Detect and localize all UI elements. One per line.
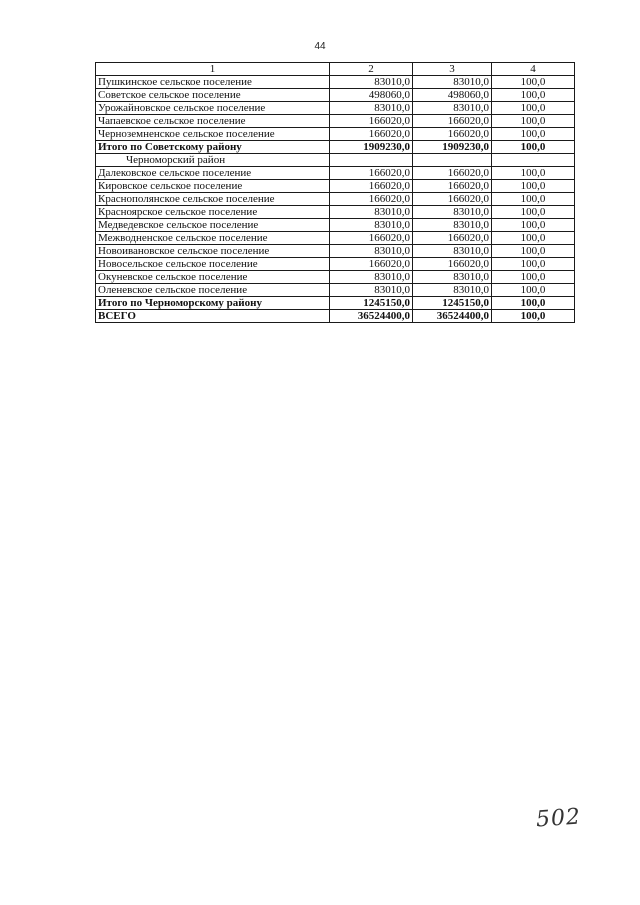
actual-amount-cell (413, 154, 492, 167)
settlement-name-cell: Краснополянское сельское поселение (96, 193, 330, 206)
percent-cell: 100,0 (492, 102, 575, 115)
planned-amount-cell: 166020,0 (330, 180, 413, 193)
actual-amount-cell: 166020,0 (413, 128, 492, 141)
planned-amount-cell: 83010,0 (330, 206, 413, 219)
actual-amount-cell: 83010,0 (413, 76, 492, 89)
settlement-name-cell: Оленевское сельское поселение (96, 284, 330, 297)
planned-amount-cell: 166020,0 (330, 167, 413, 180)
column-header-2: 2 (330, 63, 413, 76)
column-header-4: 4 (492, 63, 575, 76)
table-row (96, 89, 575, 102)
settlement-name-cell: Черноземненское сельское поселение (96, 128, 330, 141)
percent-cell: 100,0 (492, 128, 575, 141)
actual-amount-cell: 83010,0 (413, 206, 492, 219)
actual-amount-cell: 83010,0 (413, 102, 492, 115)
actual-amount-cell: 1245150,0 (413, 297, 492, 310)
table-row (96, 76, 575, 89)
percent-cell: 100,0 (492, 232, 575, 245)
actual-amount-cell: 83010,0 (413, 284, 492, 297)
actual-amount-cell: 166020,0 (413, 167, 492, 180)
settlement-name-cell: Новосельское сельское поселение (96, 258, 330, 271)
percent-cell: 100,0 (492, 284, 575, 297)
settlement-name-cell: Урожайновское сельское поселение (96, 102, 330, 115)
table-row (96, 193, 575, 206)
planned-amount-cell: 166020,0 (330, 258, 413, 271)
percent-cell: 100,0 (492, 141, 575, 154)
percent-cell: 100,0 (492, 206, 575, 219)
column-header-3: 3 (413, 63, 492, 76)
percent-cell: 100,0 (492, 258, 575, 271)
actual-amount-cell: 166020,0 (413, 193, 492, 206)
settlement-name-cell: Далековское сельское поселение (96, 167, 330, 180)
settlement-name-cell: Итого по Советскому району (96, 141, 330, 154)
planned-amount-cell: 83010,0 (330, 76, 413, 89)
table-row (96, 232, 575, 245)
settlement-name-cell: Пушкинское сельское поселение (96, 76, 330, 89)
planned-amount-cell: 83010,0 (330, 219, 413, 232)
total-row (96, 141, 575, 154)
settlement-name-cell: Новоивановское сельское поселение (96, 245, 330, 258)
planned-amount-cell: 83010,0 (330, 271, 413, 284)
percent-cell: 100,0 (492, 76, 575, 89)
percent-cell: 100,0 (492, 89, 575, 102)
planned-amount-cell: 166020,0 (330, 128, 413, 141)
planned-amount-cell: 166020,0 (330, 232, 413, 245)
settlement-name-cell: ВСЕГО (96, 310, 330, 323)
percent-cell: 100,0 (492, 193, 575, 206)
settlement-name-cell: Межводненское сельское поселение (96, 232, 330, 245)
percent-cell: 100,0 (492, 115, 575, 128)
page-number: 44 (314, 41, 326, 52)
actual-amount-cell: 36524400,0 (413, 310, 492, 323)
settlement-name-cell: Чапаевское сельское поселение (96, 115, 330, 128)
settlement-name-cell: Медведевское сельское поселение (96, 219, 330, 232)
actual-amount-cell: 83010,0 (413, 245, 492, 258)
table-row (96, 180, 575, 193)
table-row (96, 284, 575, 297)
percent-cell: 100,0 (492, 180, 575, 193)
table-row (96, 102, 575, 115)
table-row (96, 219, 575, 232)
percent-cell: 100,0 (492, 245, 575, 258)
table-row (96, 245, 575, 258)
percent-cell (492, 154, 575, 167)
settlement-name-cell: Кировское сельское поселение (96, 180, 330, 193)
table-header-row (96, 63, 575, 76)
actual-amount-cell: 83010,0 (413, 271, 492, 284)
table-row (96, 258, 575, 271)
budget-table (95, 62, 575, 323)
actual-amount-cell: 166020,0 (413, 180, 492, 193)
planned-amount-cell: 1909230,0 (330, 141, 413, 154)
actual-amount-cell: 166020,0 (413, 115, 492, 128)
settlement-name-cell: Окуневское сельское поселение (96, 271, 330, 284)
planned-amount-cell: 83010,0 (330, 245, 413, 258)
table-row (96, 271, 575, 284)
actual-amount-cell: 166020,0 (413, 232, 492, 245)
actual-amount-cell: 498060,0 (413, 89, 492, 102)
actual-amount-cell: 83010,0 (413, 219, 492, 232)
table-row (96, 115, 575, 128)
settlement-name-cell: Черноморский район (96, 154, 330, 167)
planned-amount-cell: 83010,0 (330, 102, 413, 115)
percent-cell: 100,0 (492, 297, 575, 310)
table-body (96, 76, 575, 323)
planned-amount-cell: 1245150,0 (330, 297, 413, 310)
percent-cell: 100,0 (492, 167, 575, 180)
district-heading-row (96, 154, 575, 167)
table-row (96, 206, 575, 219)
handwritten-page-number: 502 (535, 804, 582, 833)
settlement-name-cell: Красноярское сельское поселение (96, 206, 330, 219)
total-row (96, 310, 575, 323)
planned-amount-cell: 83010,0 (330, 284, 413, 297)
total-row (96, 297, 575, 310)
planned-amount-cell: 166020,0 (330, 193, 413, 206)
table-row (96, 167, 575, 180)
planned-amount-cell (330, 154, 413, 167)
percent-cell: 100,0 (492, 219, 575, 232)
planned-amount-cell: 166020,0 (330, 115, 413, 128)
actual-amount-cell: 1909230,0 (413, 141, 492, 154)
table-row (96, 128, 575, 141)
actual-amount-cell: 166020,0 (413, 258, 492, 271)
percent-cell: 100,0 (492, 310, 575, 323)
column-header-1: 1 (96, 63, 330, 76)
planned-amount-cell: 498060,0 (330, 89, 413, 102)
planned-amount-cell: 36524400,0 (330, 310, 413, 323)
percent-cell: 100,0 (492, 271, 575, 284)
settlement-name-cell: Итого по Черноморскому району (96, 297, 330, 310)
settlement-name-cell: Советское сельское поселение (96, 89, 330, 102)
